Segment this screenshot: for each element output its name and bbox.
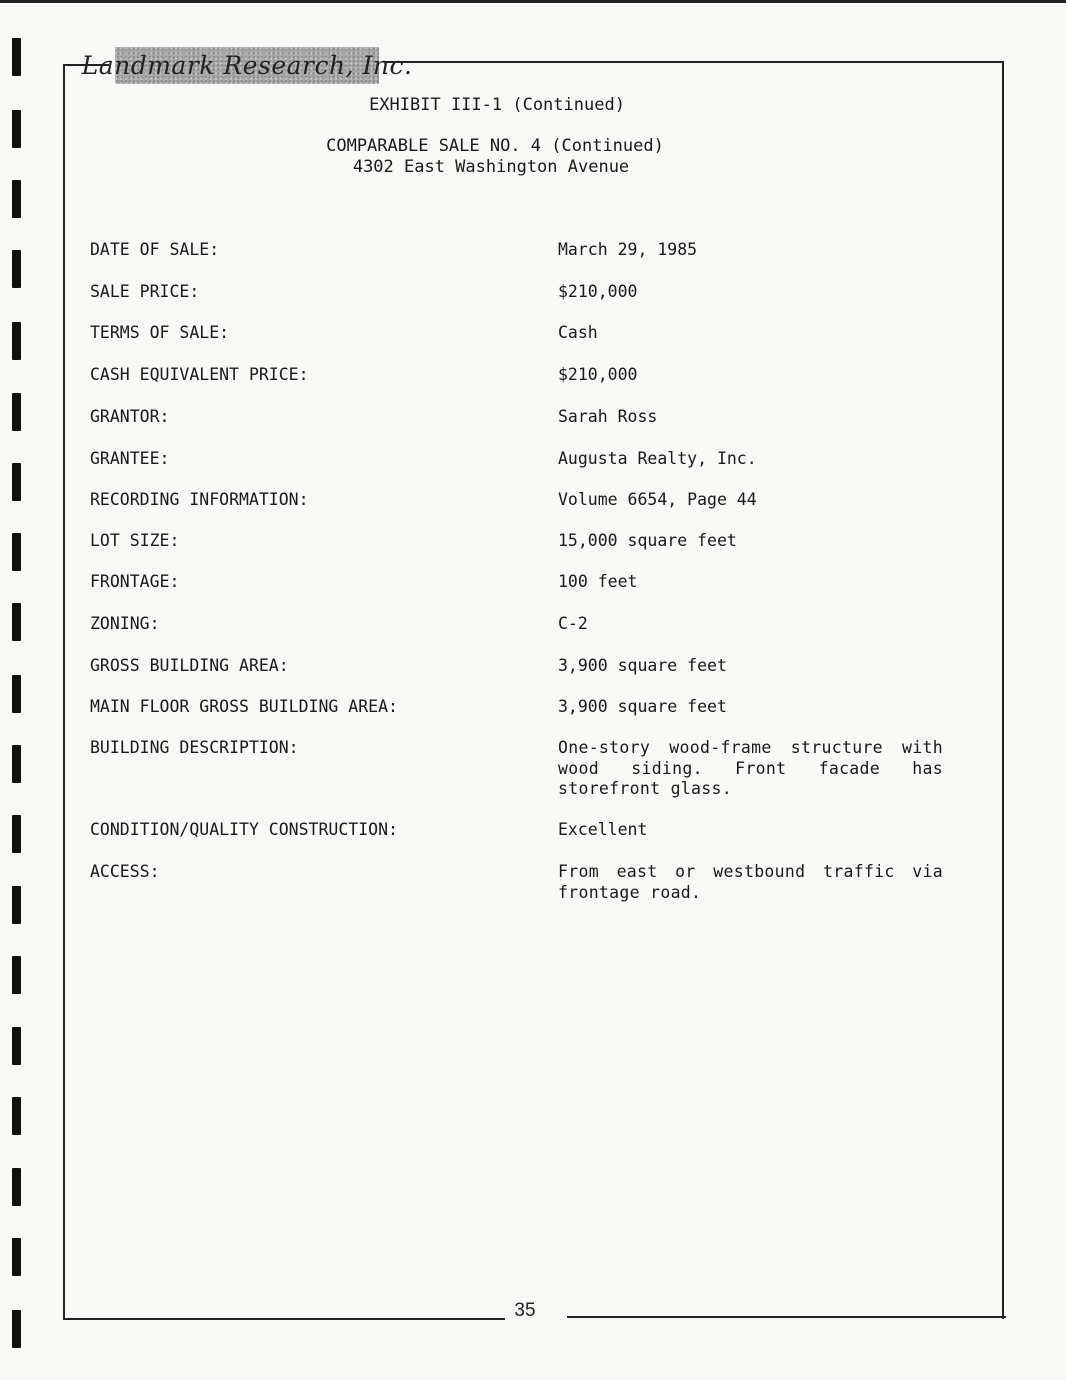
binder-hole [12,815,21,853]
field-label: GRANTEE: [90,449,170,468]
field-label: LOT SIZE: [90,531,180,550]
property-address: 4302 East Washington Avenue [352,157,630,177]
frame-border-bottom [567,1316,1006,1318]
field-value: Volume 6654, Page 44 [558,490,757,509]
field-value: $210,000 [558,282,638,301]
binder-hole [12,956,21,994]
field-value: March 29, 1985 [558,240,698,259]
field-value: One-story wood-frame structure with wood siding. Front facade has storefront glass. [558,738,943,798]
field-label: TERMS OF SALE: [90,323,230,342]
frame-border-right [1002,61,1004,1319]
field-label: FRONTAGE: [90,572,180,591]
field-label: SALE PRICE: [90,282,200,301]
binder-hole [12,1097,21,1135]
field-value: Augusta Realty, Inc. [558,449,757,468]
binder-hole [12,1310,21,1348]
binder-hole [12,1027,21,1065]
binder-hole [12,886,21,924]
field-label: GROSS BUILDING AREA: [90,656,289,675]
field-label: BUILDING DESCRIPTION: [90,738,299,757]
frame-border-top [384,61,1004,63]
field-value: Sarah Ross [558,407,658,426]
field-value: 15,000 square feet [558,531,737,550]
field-value: 100 feet [558,572,638,591]
company-logo [81,47,413,84]
field-value: 3,900 square feet [558,697,727,716]
top-edge-rule [0,0,1066,3]
binder-hole [12,393,21,431]
frame-border-bottom [63,1318,505,1320]
field-value: C-2 [558,614,588,633]
binder-hole [12,250,21,288]
field-label: RECORDING INFORMATION: [90,490,309,509]
sale-title: COMPARABLE SALE NO. 4 (Continued) [326,136,664,156]
binder-hole [12,603,21,641]
field-value: 3,900 square feet [558,656,727,675]
binder-hole [12,533,21,571]
exhibit-title: EXHIBIT III-1 (Continued) [369,95,625,115]
field-label: ZONING: [90,614,160,633]
binder-hole [12,1238,21,1276]
binder-hole [12,463,21,501]
field-value: Excellent [558,820,648,839]
field-value: $210,000 [558,365,638,384]
binder-hole [12,38,21,76]
field-label: CONDITION/QUALITY CONSTRUCTION: [90,820,398,839]
binder-hole [12,675,21,713]
field-value: Cash [558,323,598,342]
field-label: GRANTOR: [90,407,170,426]
frame-border-left [63,64,65,1320]
binder-hole [12,180,21,218]
field-label: CASH EQUIVALENT PRICE: [90,365,309,384]
page-number: 35 [514,1300,536,1321]
binder-hole [12,745,21,783]
binder-hole [12,322,21,360]
binder-hole [12,1168,21,1206]
logo-text: Landmark Research, Inc. [81,51,413,80]
field-value: From east or westbound traffic via frontage road. [558,862,943,902]
field-label: DATE OF SALE: [90,240,220,259]
field-label: ACCESS: [90,862,160,881]
field-label: MAIN FLOOR GROSS BUILDING AREA: [90,697,398,716]
